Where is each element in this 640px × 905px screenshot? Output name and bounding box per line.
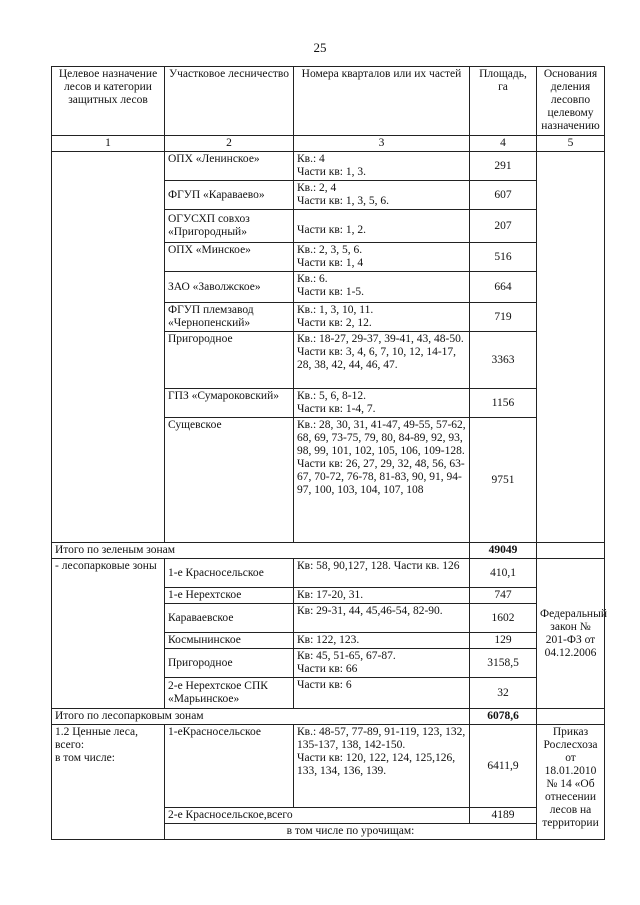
quarters-cell: Части кв: 1, 2. bbox=[294, 210, 470, 243]
category-cell-empty bbox=[52, 152, 165, 543]
quarters-cell: Кв: 17-20, 31. bbox=[294, 588, 470, 604]
forestry-cell: 2-е Нерехтское СПК «Марьинское» bbox=[165, 678, 294, 709]
quarters-cell: Кв.: 48-57, 77-89, 91-119, 123, 132, 135-137, 138, 142-150. Части кв: 120, 122, 124, 125,126, 133, 134, 136, 139. bbox=[294, 725, 470, 808]
col-number: 5 bbox=[537, 136, 605, 152]
col-number: 4 bbox=[470, 136, 537, 152]
total-label: Итого по зеленым зонам bbox=[52, 543, 470, 559]
table-row bbox=[52, 152, 605, 181]
valuable-basis: Приказ Рослесхоза от 18.01.2010 № 14 «Об отнесении лесов на территории bbox=[537, 725, 605, 840]
area-cell: 207 bbox=[470, 210, 537, 243]
forest-table bbox=[51, 66, 605, 840]
page-number: 25 bbox=[313, 40, 327, 55]
area-cell: 1156 bbox=[470, 389, 537, 418]
area-cell: 4189 bbox=[470, 808, 537, 824]
valuable-category: 1.2 Ценные леса, всего: в том числе: bbox=[52, 725, 165, 840]
area-cell: 1602 bbox=[470, 604, 537, 633]
quarters-cell: Кв: 58, 90,127, 128. Части кв. 126 bbox=[294, 559, 470, 588]
forestry-cell: 1-еКрасносельское bbox=[165, 725, 294, 808]
area-cell: 664 bbox=[470, 272, 537, 303]
forestry-cell: ОПХ «Ленинское» bbox=[165, 152, 294, 181]
header-quarters: Номера кварталов или их частей bbox=[294, 67, 470, 136]
total-label: Итого по лесопарковым зонам bbox=[52, 709, 470, 725]
quarters-cell: Кв.: 6. Части кв: 1-5. bbox=[294, 272, 470, 303]
area-cell: 410,1 bbox=[470, 559, 537, 588]
forestry-cell: Космынинское bbox=[165, 633, 294, 649]
area-cell: 719 bbox=[470, 303, 537, 332]
area-cell: 607 bbox=[470, 181, 537, 210]
park-category: - лесопарковые зоны bbox=[52, 559, 165, 709]
table-row bbox=[52, 725, 605, 808]
table-row bbox=[52, 559, 605, 588]
quarters-cell: Кв.: 2, 3, 5, 6. Части кв: 1, 4 bbox=[294, 243, 470, 272]
total-row bbox=[52, 709, 605, 725]
forestry-cell: Пригородное bbox=[165, 649, 294, 678]
forestry-cell: Караваевское bbox=[165, 604, 294, 633]
area-cell: 6411,9 bbox=[470, 725, 537, 808]
forestry-cell: ОПХ «Минское» bbox=[165, 243, 294, 272]
header-row bbox=[52, 67, 605, 136]
quarters-cell: Кв.: 4 Части кв: 1, 3. bbox=[294, 152, 470, 181]
forestry-cell: 1-е Нерехтское bbox=[165, 588, 294, 604]
column-numbers-row bbox=[52, 136, 605, 152]
area-cell: 129 bbox=[470, 633, 537, 649]
header-area: Площадь, га bbox=[470, 67, 537, 136]
quarters-cell: Кв: 122, 123. bbox=[294, 633, 470, 649]
quarters-cell: Части кв: 6 bbox=[294, 678, 470, 709]
quarters-cell: Кв.: 5, 6, 8-12. Части кв: 1-4, 7. bbox=[294, 389, 470, 418]
quarters-cell: Кв: 29-31, 44, 45,46-54, 82-90. bbox=[294, 604, 470, 633]
total-area: 6078,6 bbox=[470, 709, 537, 725]
header-forestry: Участковое лесничество bbox=[165, 67, 294, 136]
area-cell: 32 bbox=[470, 678, 537, 709]
quarters-cell: Кв.: 2, 4 Части кв: 1, 3, 5, 6. bbox=[294, 181, 470, 210]
quarters-cell: Кв.: 18-27, 29-37, 39-41, 43, 48-50. Части кв: 3, 4, 6, 7, 10, 12, 14-17, 28, 38, 42, 44, 46, 47. bbox=[294, 332, 470, 389]
header-purpose: Целевое назначение лесов и категории защитных лесов bbox=[52, 67, 165, 136]
forestry-cell: 2-е Красносельское,всего bbox=[165, 808, 470, 824]
col-number: 3 bbox=[294, 136, 470, 152]
quarters-cell: Кв.: 28, 30, 31, 41-47, 49-55, 57-62, 68, 69, 73-75, 79, 80, 84-89, 92, 93, 98, 99, 101, 102, 105, 106, 109-128. Части кв: 26, 27, 29, 32, 48, 56, 63-67, 70-72, 76-78, 81-83, 90, 91, 94-97, 100, 103, 104, 107, 108 bbox=[294, 418, 470, 543]
total-basis-empty bbox=[537, 709, 605, 725]
total-area: 49049 bbox=[470, 543, 537, 559]
header-basis: Основания деления лесовпо целевому назначению bbox=[537, 67, 605, 136]
area-cell: 3363 bbox=[470, 332, 537, 389]
basis-cell-empty bbox=[537, 152, 605, 543]
forestry-cell: Сущевское bbox=[165, 418, 294, 543]
area-cell: 291 bbox=[470, 152, 537, 181]
area-cell: 3158,5 bbox=[470, 649, 537, 678]
total-row bbox=[52, 543, 605, 559]
forestry-cell: ЗАО «Заволжское» bbox=[165, 272, 294, 303]
total-basis-empty bbox=[537, 543, 605, 559]
area-cell: 9751 bbox=[470, 418, 537, 543]
forestry-cell: ОГУСХП совхоз «Пригородный» bbox=[165, 210, 294, 243]
forestry-cell: ГПЗ «Сумароковский» bbox=[165, 389, 294, 418]
forestry-cell: Пригородное bbox=[165, 332, 294, 389]
col-number: 1 bbox=[52, 136, 165, 152]
forestry-cell: ФГУП «Караваево» bbox=[165, 181, 294, 210]
forestry-cell: 1-е Красносельское bbox=[165, 559, 294, 588]
park-basis: Федеральный закон № 201-ФЗ от 04.12.2006 bbox=[537, 559, 605, 709]
area-cell: 747 bbox=[470, 588, 537, 604]
quarters-cell: Кв.: 1, 3, 10, 11. Части кв: 2, 12. bbox=[294, 303, 470, 332]
col-number: 2 bbox=[165, 136, 294, 152]
forestry-cell: ФГУП племзавод «Чернопенский» bbox=[165, 303, 294, 332]
quarters-cell: Кв: 45, 51-65, 67-87. Части кв: 66 bbox=[294, 649, 470, 678]
area-cell: 516 bbox=[470, 243, 537, 272]
tracts-label: в том числе по урочищам: bbox=[165, 824, 537, 840]
